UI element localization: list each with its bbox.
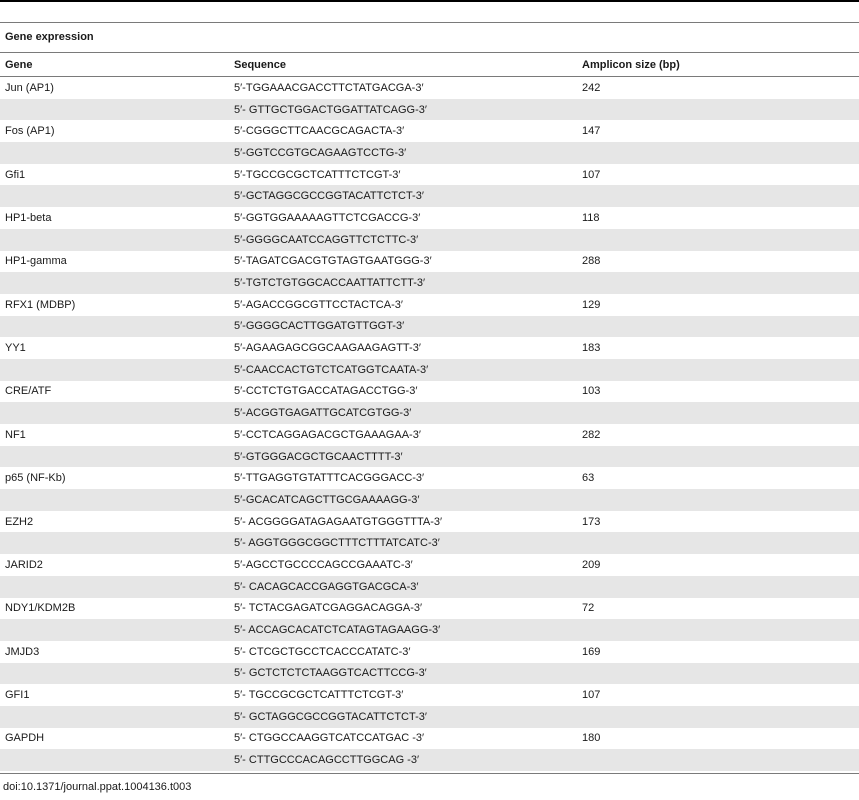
cell-gene: JARID2 bbox=[5, 558, 43, 571]
table-row bbox=[0, 251, 859, 273]
cell-gene bbox=[0, 749, 229, 771]
cell-gene: NDY1/KDM2B bbox=[5, 602, 76, 615]
cell-gene: GFI1 bbox=[5, 689, 30, 702]
cell-gene: RFX1 (MDBP) bbox=[5, 298, 76, 311]
cell-amplicon: 169 bbox=[582, 645, 601, 658]
cell-amplicon: 107 bbox=[582, 168, 601, 181]
header-rule bbox=[0, 22, 859, 23]
cell-gene bbox=[0, 402, 229, 424]
cell-gene bbox=[0, 316, 229, 338]
cell-gene: Jun (AP1) bbox=[5, 81, 54, 94]
cell-sequence: 5′-GGTGGAAAAAGTTCTCGACCG-3′ bbox=[234, 211, 421, 224]
table-row bbox=[0, 316, 859, 338]
table-row bbox=[0, 337, 859, 359]
cell-sequence: 5′- ACGGGGATAGAGAATGTGGGTTTA-3′ bbox=[234, 515, 443, 528]
cell-sequence: 5′- TGCCGCGCTCATTTCTCGT-3′ bbox=[234, 689, 404, 702]
cell-amplicon bbox=[577, 749, 859, 771]
cell-sequence: 5′- CTTGCCCACAGCCTTGGCAG -3′ bbox=[234, 754, 420, 767]
cell-amplicon: 63 bbox=[582, 472, 595, 485]
cell-sequence: 5′-CAACCACTGTCTCATGGTCAATA-3′ bbox=[234, 363, 429, 376]
cell-gene bbox=[0, 663, 229, 685]
table-row bbox=[0, 185, 859, 207]
cell-amplicon bbox=[577, 619, 859, 641]
cell-amplicon bbox=[577, 359, 859, 381]
table-row bbox=[0, 446, 859, 468]
cell-sequence: 5′-AGAAGAGCGGCAAGAAGAGTT-3′ bbox=[234, 342, 421, 355]
cell-gene bbox=[0, 229, 229, 251]
cell-amplicon: 282 bbox=[582, 428, 601, 441]
cell-amplicon bbox=[577, 489, 859, 511]
cell-gene bbox=[0, 446, 229, 468]
table-row bbox=[0, 749, 859, 771]
cell-gene: JMJD3 bbox=[5, 645, 40, 658]
cell-gene: GAPDH bbox=[5, 732, 45, 745]
cell-sequence: 5′- ACCAGCACATCTCATAGTAGAAGG-3′ bbox=[234, 624, 441, 637]
cell-sequence: 5′-GCACATCAGCTTGCGAAAAGG-3′ bbox=[234, 493, 420, 506]
table-row bbox=[0, 684, 859, 706]
table-row bbox=[0, 663, 859, 685]
cell-amplicon: 118 bbox=[582, 211, 600, 224]
table-row bbox=[0, 402, 859, 424]
cell-amplicon bbox=[577, 142, 859, 164]
column-header-sequence: Sequence bbox=[234, 58, 286, 71]
cell-gene: Fos (AP1) bbox=[5, 125, 55, 138]
cell-gene: EZH2 bbox=[5, 515, 34, 528]
cell-amplicon bbox=[577, 576, 859, 598]
cell-amplicon bbox=[577, 229, 859, 251]
cell-sequence: 5′-GCTAGGCGCCGGTACATTCTCT-3′ bbox=[234, 190, 424, 203]
cell-sequence: 5′-GTGGGACGCTGCAACTTTT-3′ bbox=[234, 450, 403, 463]
cell-sequence: 5′-TGGAAACGACCTTCTATGACGA-3′ bbox=[234, 81, 424, 94]
cell-sequence: 5′-CCTCAGGAGACGCTGAAAGAA-3′ bbox=[234, 428, 421, 441]
cell-gene bbox=[0, 576, 229, 598]
cell-gene bbox=[0, 272, 229, 294]
table-row bbox=[0, 554, 859, 576]
table-row bbox=[0, 598, 859, 620]
cell-amplicon bbox=[577, 663, 859, 685]
cell-sequence: 5′-CGGGCTTCAACGCAGACTA-3′ bbox=[234, 125, 405, 138]
table-row bbox=[0, 619, 859, 641]
cell-amplicon bbox=[577, 185, 859, 207]
cell-sequence: 5′- GCTAGGCGCCGGTACATTCTCT-3′ bbox=[234, 710, 427, 723]
cell-gene bbox=[0, 359, 229, 381]
table-row bbox=[0, 142, 859, 164]
cell-sequence: 5′-GGTCCGTGCAGAAGTCCTG-3′ bbox=[234, 146, 407, 159]
table-row bbox=[0, 641, 859, 663]
table-row bbox=[0, 728, 859, 750]
table-row bbox=[0, 489, 859, 511]
table-row bbox=[0, 424, 859, 446]
bottom-rule bbox=[0, 773, 859, 774]
cell-sequence: 5′- GTTGCTGGACTGGATTATCAGG-3′ bbox=[234, 103, 427, 116]
cell-gene bbox=[0, 532, 229, 554]
table-row bbox=[0, 467, 859, 489]
cell-sequence: 5′-ACGGTGAGATTGCATCGTGG-3′ bbox=[234, 407, 412, 420]
cell-gene bbox=[0, 185, 229, 207]
table-row bbox=[0, 77, 859, 99]
cell-sequence: 5′-CCTCTGTGACCATAGACCTGG-3′ bbox=[234, 385, 418, 398]
cell-sequence: 5′- CACAGCACCGAGGTGACGCA-3′ bbox=[234, 580, 419, 593]
cell-gene bbox=[0, 706, 229, 728]
cell-amplicon bbox=[577, 402, 859, 424]
cell-sequence: 5′-TTGAGGTGTATTTCACGGGACC-3′ bbox=[234, 472, 425, 485]
cell-amplicon bbox=[577, 272, 859, 294]
cell-sequence: 5′-TAGATCGACGTGTAGTGAATGGG-3′ bbox=[234, 255, 432, 268]
cell-sequence: 5′-AGCCTGCCCCAGCCGAAATC-3′ bbox=[234, 558, 413, 571]
cell-sequence: 5′- TCTACGAGATCGAGGACAGGA-3′ bbox=[234, 602, 423, 615]
table-row bbox=[0, 381, 859, 403]
cell-gene: YY1 bbox=[5, 342, 26, 355]
table-row bbox=[0, 99, 859, 121]
table-row bbox=[0, 272, 859, 294]
table-row bbox=[0, 359, 859, 381]
cell-amplicon: 107 bbox=[582, 689, 601, 702]
cell-gene bbox=[0, 489, 229, 511]
table-row bbox=[0, 207, 859, 229]
cell-amplicon: 209 bbox=[582, 558, 601, 571]
cell-amplicon: 103 bbox=[582, 385, 601, 398]
cell-amplicon: 180 bbox=[582, 732, 601, 745]
cell-gene: HP1-gamma bbox=[5, 255, 67, 268]
table-row bbox=[0, 576, 859, 598]
cell-amplicon: 242 bbox=[582, 81, 601, 94]
column-header-amplicon: Amplicon size (bp) bbox=[582, 58, 680, 71]
cell-gene bbox=[0, 142, 229, 164]
cell-gene: p65 (NF-Kb) bbox=[5, 472, 66, 485]
cell-sequence: 5′-TGTCTGTGGCACCAATTATTCTT-3′ bbox=[234, 277, 426, 290]
cell-sequence: 5′-GGGGCACTTGGATGTTGGT-3′ bbox=[234, 320, 405, 333]
table-row bbox=[0, 164, 859, 186]
table-row bbox=[0, 532, 859, 554]
cell-sequence: 5′- AGGTGGGCGGCTTTCTTTATCATC-3′ bbox=[234, 537, 440, 550]
section-title: Gene expression bbox=[5, 31, 94, 43]
cell-sequence: 5′-TGCCGCGCTCATTTCTCGT-3′ bbox=[234, 168, 401, 181]
cell-amplicon bbox=[577, 706, 859, 728]
table-header-row bbox=[0, 53, 859, 77]
cell-gene: HP1-beta bbox=[5, 211, 52, 224]
cell-sequence: 5′-AGACCGGCGTTCCTACTCA-3′ bbox=[234, 298, 403, 311]
cell-sequence: 5′- CTGGCCAAGGTCATCCATGAC -3′ bbox=[234, 732, 425, 745]
cell-sequence: 5′- CTCGCTGCCTCACCCATATC-3′ bbox=[234, 645, 411, 658]
primer-table bbox=[0, 53, 859, 771]
table-row bbox=[0, 294, 859, 316]
table-row bbox=[0, 229, 859, 251]
cell-amplicon: 147 bbox=[582, 125, 601, 138]
cell-amplicon bbox=[577, 316, 859, 338]
doi-caption: doi:10.1371/journal.ppat.1004136.t003 bbox=[3, 781, 192, 793]
cell-sequence: 5′- GCTCTCTCTAAGGTCACTTCCG-3′ bbox=[234, 667, 427, 680]
cell-amplicon: 183 bbox=[582, 342, 601, 355]
cell-amplicon bbox=[577, 446, 859, 468]
table-row bbox=[0, 706, 859, 728]
cell-gene bbox=[0, 99, 229, 121]
cell-gene: NF1 bbox=[5, 428, 26, 441]
table-row bbox=[0, 511, 859, 533]
cell-sequence: 5′-GGGGCAATCCAGGTTCTCTTC-3′ bbox=[234, 233, 419, 246]
cell-amplicon bbox=[577, 99, 859, 121]
cell-amplicon: 173 bbox=[582, 515, 601, 528]
cell-amplicon: 129 bbox=[582, 298, 601, 311]
column-header-gene: Gene bbox=[5, 58, 33, 71]
cell-gene: CRE/ATF bbox=[5, 385, 52, 398]
cell-amplicon: 72 bbox=[582, 602, 595, 615]
cell-amplicon: 288 bbox=[582, 255, 601, 268]
top-rule bbox=[0, 0, 859, 2]
table-row bbox=[0, 120, 859, 142]
cell-gene: Gfi1 bbox=[5, 168, 26, 181]
cell-amplicon bbox=[577, 532, 859, 554]
cell-gene bbox=[0, 619, 229, 641]
